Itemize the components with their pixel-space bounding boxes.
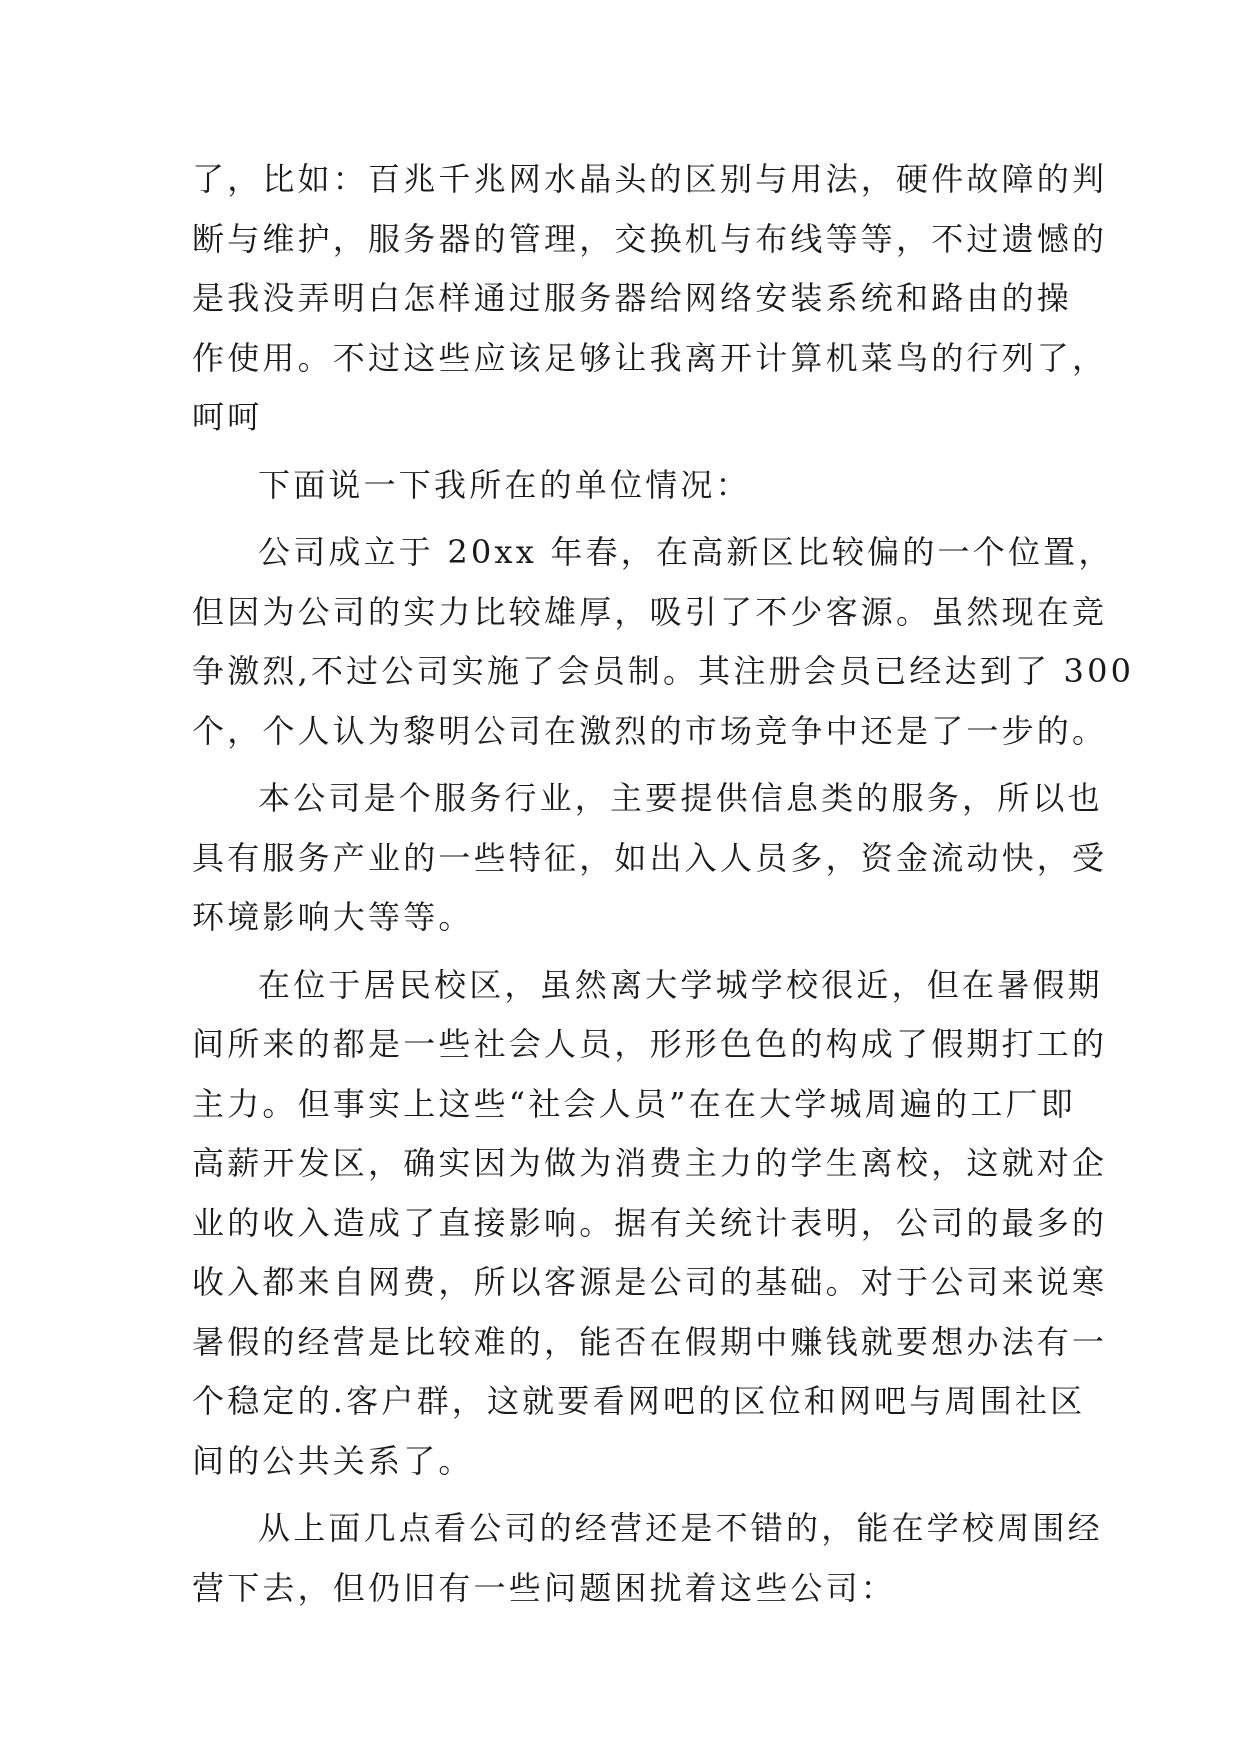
text-line: 本公司是个服务行业，主要提供信息类的服务，所以也 [258,779,1103,817]
paragraph-4 [192,769,1108,948]
text-line: 下面说一下我所在的单位情况： [258,465,751,504]
document-page [192,150,1135,1618]
text-line: 是我没弄明白怎样通过服务器给网络安装系统和路由的操 [192,279,1073,317]
paragraph-1 [192,150,1108,448]
text-line: 具有服务产业的一些特征，如出入人员多，资金流动快，受 [192,838,1108,877]
paragraph-2 [192,456,1062,516]
text-line: 争激烈,不过公司实施了会员制。其注册会员已经达到了 300 [192,652,1135,690]
text-line: 主力。但事实上这些“社会人员”在在大学城周遍的工厂即 [192,1084,1076,1123]
text-line: 暑假的经营是比较难的，能否在假期中赚钱就要想办法有一 [192,1322,1108,1361]
text-line: 个稳定的.客户群，这就要看网吧的区位和网吧与周围社区 [192,1382,1086,1420]
text-line: 间的公共关系了。 [192,1441,474,1480]
text-line: 高薪开发区，确实因为做为消费主力的学生离校，这就对企 [192,1144,1108,1182]
text-line: 作使用。不过这些应该足够让我离开计算机菜鸟的行列了， [192,338,1108,377]
paragraph-3 [192,523,1135,761]
text-line: 环境影响大等等。 [192,898,474,936]
text-line: 在位于居民校区，虽然离大学城学校很近，但在暑假期 [258,965,1103,1004]
text-line: 个，个人认为黎明公司在激烈的市场竞争中还是了一步的。 [192,711,1108,750]
paragraph-6 [192,1499,1103,1618]
text-line: 从上面几点看公司的经营还是不错的，能在学校周围经 [258,1509,1103,1547]
text-line: 断与维护，服务器的管理，交换机与布线等等，不过遗憾的 [192,219,1108,258]
text-line: 收入都来自网费，所以客源是公司的基础。对于公司来说寒 [192,1263,1108,1301]
text-line: 但因为公司的实力比较雄厚，吸引了不少客源。虽然现在竞 [192,592,1108,631]
text-line: 公司成立于 20xx 年春，在高新区比较偏的一个位置， [258,533,1114,571]
text-line: 了，比如：百兆千兆网水晶头的区别与用法，硬件故障的判 [192,160,1108,198]
text-line: 营下去，但仍旧有一些问题困扰着这些公司： [192,1568,897,1607]
paragraph-5 [192,956,1108,1492]
text-line: 间所来的都是一些社会人员，形形色色的构成了假期打工的 [192,1025,1108,1063]
text-line: 业的收入造成了直接影响。据有关统计表明，公司的最多的 [192,1203,1108,1242]
text-line: 呵呵 [192,398,263,436]
